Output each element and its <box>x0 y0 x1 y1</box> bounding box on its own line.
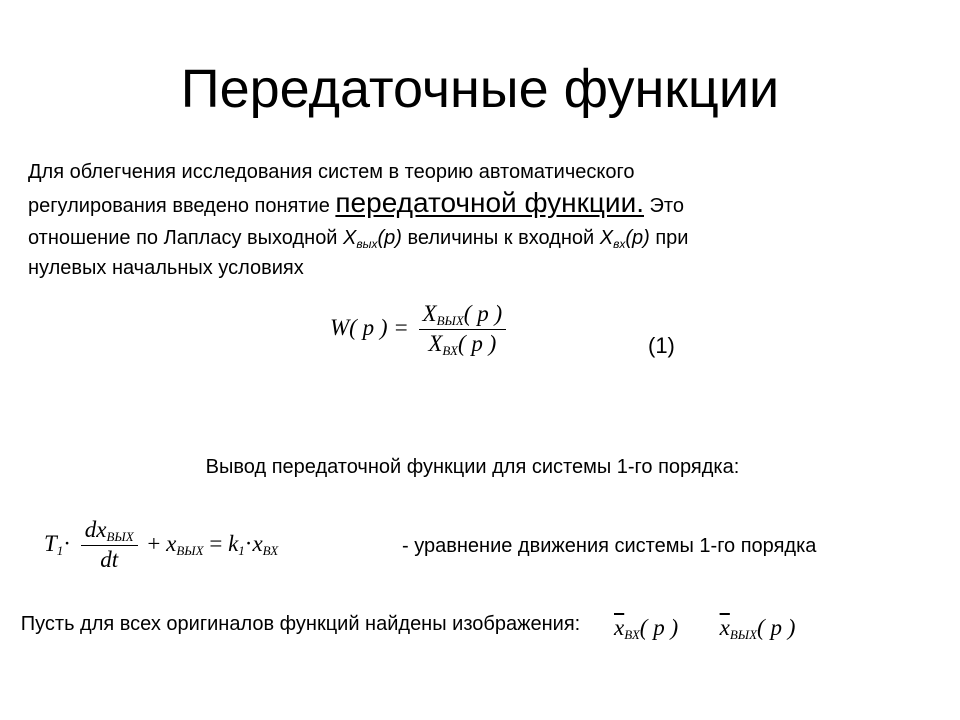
intro-line-3-text: отношение по Лапласу выходной <box>28 227 344 249</box>
image-x-in <box>614 615 678 640</box>
formula1-num-arg: ( p ) <box>463 301 503 326</box>
formula1-lhs: W( p ) = <box>330 315 409 341</box>
eq-x-out-var: x <box>166 530 177 556</box>
let-statement: Пусть для всех оригиналов функций найдены изображения: <box>20 613 581 635</box>
image-x-in-var: $\overline{x}$ <box>614 615 625 640</box>
intro-line-1: Для облегчения исследования систем в теорию автоматического <box>28 161 635 183</box>
formula1-den-var: X <box>428 331 443 357</box>
x-out-sub: вых <box>356 237 378 251</box>
eq-k-sub: 1 <box>238 542 245 558</box>
eq-x-in-var: x <box>252 530 263 556</box>
eq-dot-2: · <box>244 530 253 556</box>
image-x-in-sub: ВХ <box>624 627 640 642</box>
formula1-den-sub: ВХ <box>442 343 458 359</box>
eq-k <box>228 531 245 556</box>
x-in-symbol <box>600 227 650 249</box>
formula1-num-sub: ВЫХ <box>436 313 464 328</box>
image-x-out-sub: ВЫХ <box>729 627 758 642</box>
eq-k-var: k <box>228 530 239 556</box>
formula1-fraction <box>419 300 507 360</box>
x-in-arg: (p) <box>625 227 650 249</box>
transfer-function-formula <box>330 300 510 360</box>
x-out-symbol <box>343 227 402 249</box>
image-x-out-arg: ( p ) <box>757 615 796 640</box>
intro-line-3-mid: величины к входной <box>401 227 600 249</box>
image-x-in-arg: ( p ) <box>639 615 679 640</box>
eq-equals: = <box>209 530 223 556</box>
slide-title: Передаточные функции <box>180 59 780 119</box>
eq-x-in-sub: ВХ <box>262 542 279 558</box>
eq-derivative-denominator: dt <box>100 547 119 573</box>
intro-line-2-text: регулирования введено понятие <box>28 195 336 217</box>
intro-line-3-end: при <box>649 227 689 249</box>
intro-line-4: нулевых начальных условиях <box>28 257 304 279</box>
key-term: передаточной функции. <box>335 187 644 218</box>
eq-T-var: T <box>44 530 57 556</box>
equation-number: (1) <box>648 333 675 358</box>
x-in-var: X <box>599 227 614 249</box>
image-x-out <box>720 615 796 640</box>
eq-derivative-numerator <box>81 516 138 545</box>
section-subheading: Вывод передаточной функции для системы 1-го порядка: <box>205 456 740 478</box>
eq-num-var: dx <box>84 517 107 542</box>
x-in-sub: вх <box>613 237 626 251</box>
laplace-images <box>614 615 795 643</box>
intro-line-2-end: Это <box>644 195 684 217</box>
image-x-out-var: $\overline{x}$ <box>719 615 730 640</box>
intro-line-3 <box>28 226 688 257</box>
differential-equation <box>44 516 278 575</box>
formula1-num-var: X <box>422 301 437 326</box>
eq-T <box>44 531 63 556</box>
formula1-numerator <box>419 300 507 329</box>
eq-derivative-fraction <box>81 516 138 575</box>
eq-x-out <box>166 531 203 556</box>
formula1-denominator <box>424 330 500 359</box>
x-out-arg: (p) <box>377 227 402 249</box>
equation-description: - уравнение движения системы 1-го порядка <box>402 535 817 557</box>
eq-num-sub: ВЫХ <box>106 529 134 544</box>
eq-x-out-sub: ВЫХ <box>176 542 204 558</box>
eq-plus: + <box>147 530 161 556</box>
eq-T-sub: 1 <box>56 542 64 558</box>
eq-x-in <box>252 531 278 556</box>
intro-line-2 <box>28 187 684 219</box>
eq-dot: · <box>63 530 71 556</box>
x-out-var: X <box>343 227 357 249</box>
formula1-den-arg: ( p ) <box>457 331 497 357</box>
